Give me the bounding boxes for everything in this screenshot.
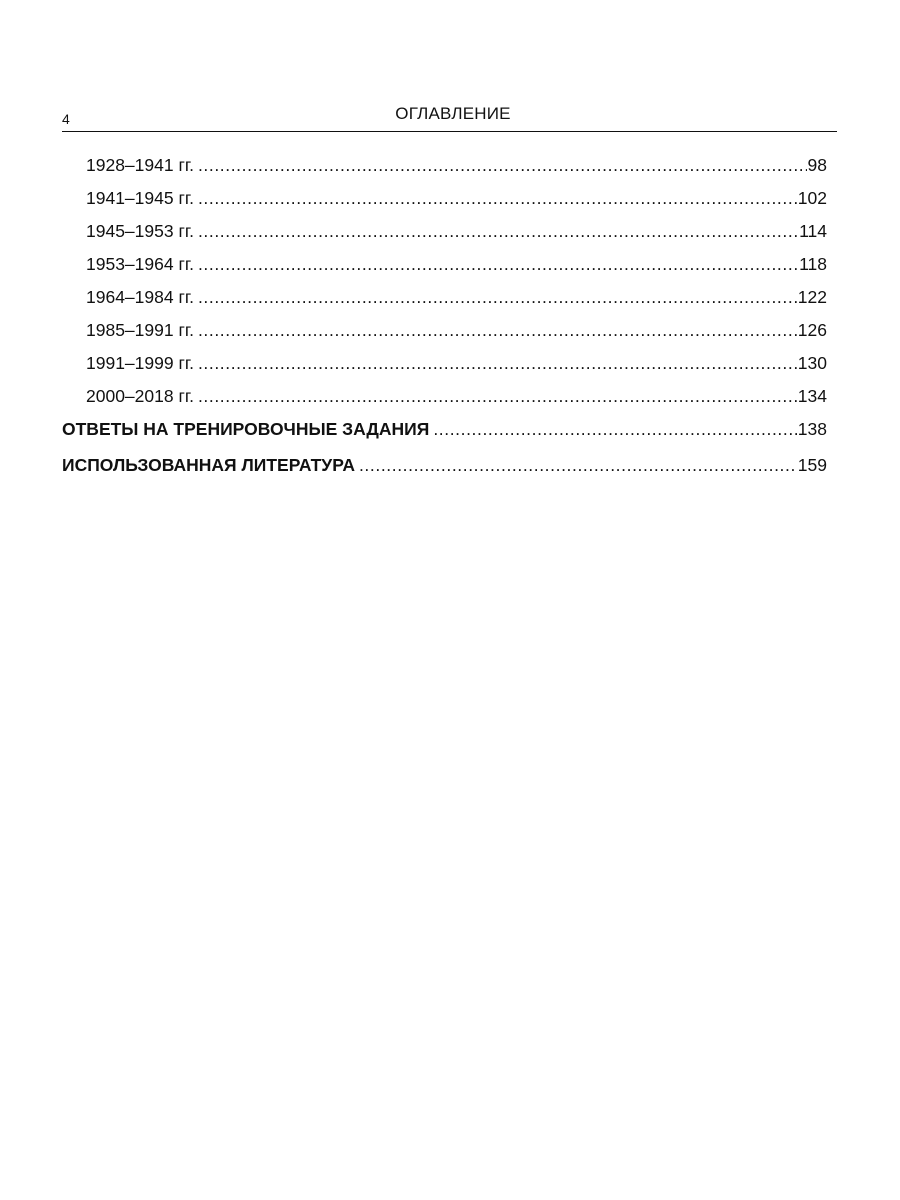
toc-entry[interactable]	[62, 386, 827, 419]
dot-leader	[198, 386, 797, 407]
toc-entry[interactable]	[62, 320, 827, 353]
toc-entry-label: 1928–1941 гг.	[86, 155, 194, 175]
toc-entry-page: 122	[797, 287, 827, 307]
toc-entry[interactable]	[62, 155, 827, 188]
toc-entry-page: 134	[797, 386, 827, 406]
toc-section-entry[interactable]	[62, 419, 827, 455]
toc-entry-page: 118	[799, 254, 827, 274]
dot-leader	[198, 353, 797, 374]
toc-entry-label: ОТВЕТЫ НА ТРЕНИРОВОЧНЫЕ ЗАДАНИЯ	[62, 419, 430, 439]
dot-leader	[198, 155, 807, 176]
toc-entry-label: 1945–1953 гг.	[86, 221, 194, 241]
page-number: 4	[62, 111, 70, 127]
toc-entry-label: ИСПОЛЬЗОВАННАЯ ЛИТЕРАТУРА	[62, 455, 355, 475]
toc-entry-label: 1953–1964 гг.	[86, 254, 194, 274]
table-of-contents	[62, 155, 827, 491]
dot-leader	[198, 188, 797, 209]
dot-leader	[198, 221, 798, 242]
dot-leader	[198, 254, 798, 275]
dot-leader	[359, 455, 797, 476]
dot-leader	[198, 287, 797, 308]
dot-leader	[433, 419, 796, 440]
toc-entry-label: 2000–2018 гг.	[86, 386, 194, 406]
dot-leader	[198, 320, 797, 341]
toc-entry[interactable]	[62, 254, 827, 287]
toc-entry-page: 114	[799, 221, 827, 241]
toc-entry-page: 159	[797, 455, 827, 475]
toc-entry[interactable]	[62, 353, 827, 386]
toc-entry-label: 1964–1984 гг.	[86, 287, 194, 307]
toc-entry-label: 1991–1999 гг.	[86, 353, 194, 373]
toc-entry-page: 138	[797, 419, 827, 439]
toc-section-entry[interactable]	[62, 455, 827, 491]
toc-entry-page: 102	[797, 188, 827, 208]
toc-entry-label: 1941–1945 гг.	[86, 188, 194, 208]
toc-entry-page: 130	[797, 353, 827, 373]
toc-entry[interactable]	[62, 287, 827, 320]
running-head-title: ОГЛАВЛЕНИЕ	[395, 104, 511, 123]
toc-entry-page: 126	[797, 320, 827, 340]
toc-entry[interactable]	[62, 221, 827, 254]
toc-entry-label: 1985–1991 гг.	[86, 320, 194, 340]
toc-entry[interactable]	[62, 188, 827, 221]
toc-entry-page: 98	[807, 155, 827, 175]
header-rule	[62, 131, 837, 132]
